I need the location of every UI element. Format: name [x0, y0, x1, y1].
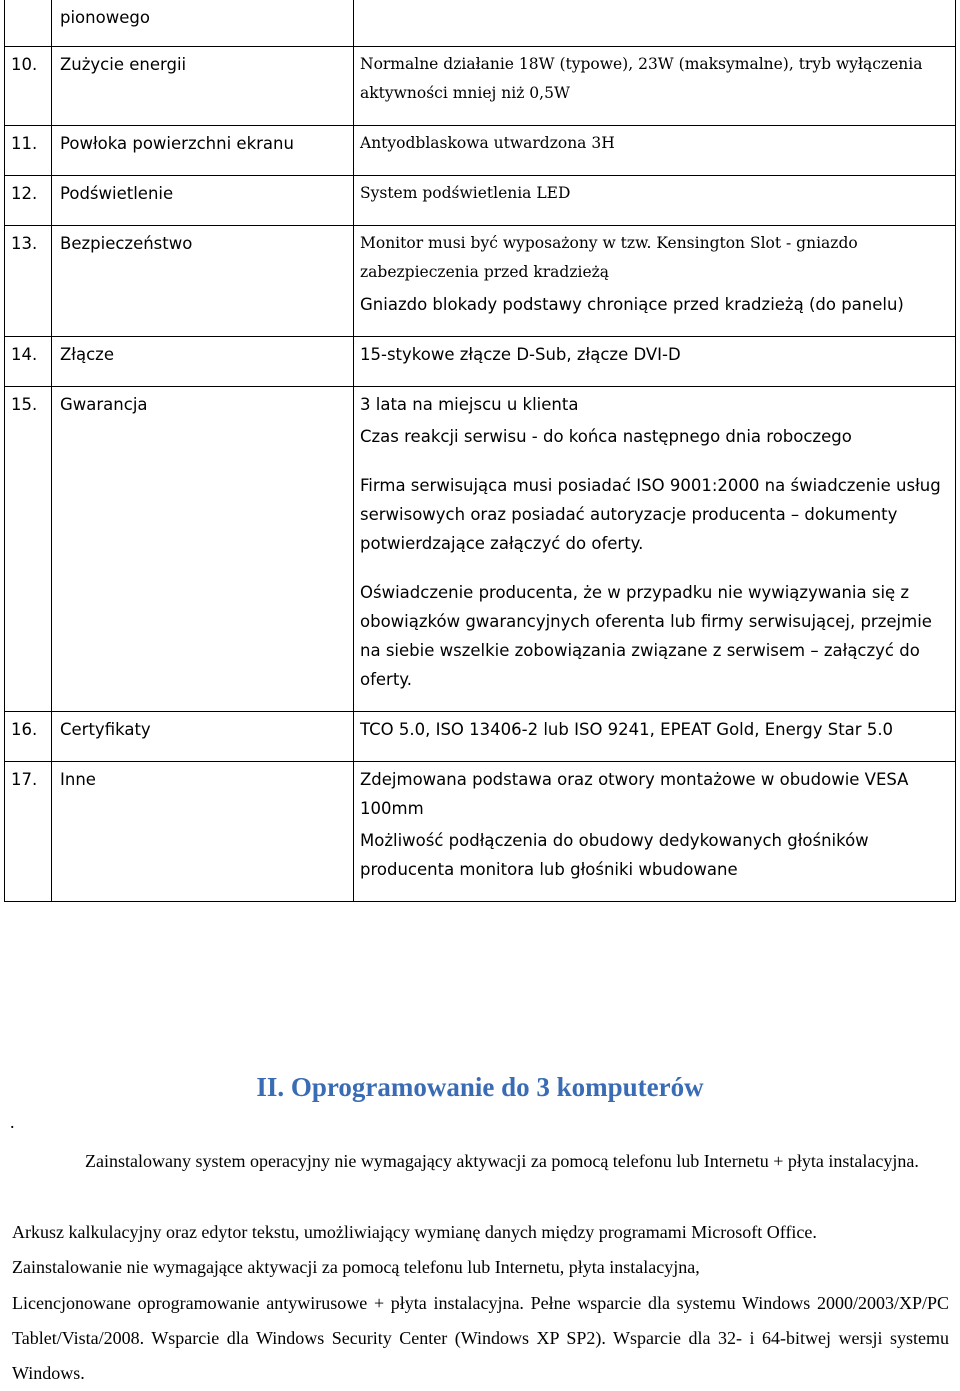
row-name: Certyfikaty: [52, 712, 354, 762]
paragraph-os: Zainstalowany system operacyjny nie wymagający aktywacji za pomocą telefonu lub Internetu + płyta instalacyjna.: [85, 1151, 919, 1171]
row-value: [354, 387, 956, 712]
row-number: 15.: [5, 387, 52, 712]
table-row: [5, 176, 956, 226]
value-text: Zdejmowana podstawa oraz otwory montażowe w obudowie VESA 100mm: [360, 770, 909, 818]
value-text: TCO 5.0, ISO 13406-2 lub ISO 9241, EPEAT Gold, Energy Star 5.0: [360, 720, 894, 739]
row-value: [354, 226, 956, 337]
table-row: [5, 337, 956, 387]
value-text: Oświadczenie producenta, że w przypadku nie wywiązywania się z obowiązków gwarancyjnych oferenta lub firmy serwisującej, przejmie na siebie wszelkie zobowiązania związane z serwisem – załączyć do oferty.: [360, 583, 932, 689]
row-value: [354, 712, 956, 762]
row-number: [5, 0, 52, 47]
row-number: 16.: [5, 712, 52, 762]
row-number: 13.: [5, 226, 52, 337]
value-text: System podświetlenia LED: [360, 184, 571, 202]
paragraph-install: [12, 1250, 949, 1285]
table-row: [5, 226, 956, 337]
table-row: [5, 126, 956, 176]
row-name: Inne: [52, 762, 354, 902]
value-text: Monitor musi być wyposażony w tzw. Kensington Slot - gniazdo zabezpieczenia przed kradzieżą: [360, 234, 858, 281]
section-title: II. Oprogramowanie do 3 komputerów: [256, 1072, 704, 1102]
row-name: Bezpieczeństwo: [52, 226, 354, 337]
row-number: 12.: [5, 176, 52, 226]
row-name: Gwarancja: [52, 387, 354, 712]
paragraph-antivirus: Licencjonowane oprogramowanie antywirusowe + płyta instalacyjna. Pełne wsparcie dla systemu Windows 2000/2003/XP/PC Tablet/Vista/2008. Wsparcie dla Windows Security Center (Windows XP SP2). Wsparcie dla 32- i 64-bitwej wersji systemu Windows.: [12, 1293, 949, 1383]
row-value: [354, 126, 956, 176]
value-text: Antyodblaskowa utwardzona 3H: [360, 134, 615, 152]
value-text: Firma serwisująca musi posiadać ISO 9001:2000 na świadczenie usług serwisowych oraz posiadać autoryzacje producenta – dokumenty potwierdzające załączyć do oferty.: [360, 476, 941, 553]
stray-dot: .: [10, 1112, 15, 1132]
row-number: 17.: [5, 762, 52, 902]
table-row: [5, 47, 956, 126]
row-number: 14.: [5, 337, 52, 387]
value-text: Czas reakcji serwisu - do końca następnego dnia roboczego: [360, 427, 852, 446]
value-text: 3 lata na miejscu u klienta: [360, 395, 579, 414]
continued-text: pionowego: [60, 8, 150, 27]
table-row: [5, 0, 956, 47]
value-text: Możliwość podłączenia do obudowy dedykowanych głośników producenta monitora lub głośniki wbudowane: [360, 831, 869, 879]
paragraph-office: Arkusz kalkulacyjny oraz edytor tekstu, umożliwiający wymianę danych między programami Microsoft Office.: [12, 1222, 817, 1242]
spec-table: [4, 0, 956, 902]
row-value: [354, 176, 956, 226]
row-value: [354, 47, 956, 126]
row-name: Złącze: [52, 337, 354, 387]
value-text: Normalne działanie 18W (typowe), 23W (maksymalne), tryb wyłączenia aktywności mniej niż 0,5W: [360, 55, 923, 102]
row-name: Powłoka powierzchni ekranu: [52, 126, 354, 176]
row-name: [52, 0, 354, 47]
underlined-comma: ,: [695, 1257, 700, 1277]
row-number: 10.: [5, 47, 52, 126]
value-text: Gniazdo blokady podstawy chroniące przed kradzieżą (do panelu): [360, 295, 904, 314]
paragraph-install-text: Zainstalowanie nie wymagające aktywacji za pomocą telefonu lub Internetu, płyta instalacyjna: [12, 1257, 696, 1277]
row-number: 11.: [5, 126, 52, 176]
table-row: [5, 387, 956, 712]
table-row: [5, 762, 956, 902]
row-value: [354, 337, 956, 387]
row-name: Zużycie energii: [52, 47, 354, 126]
table-row: [5, 712, 956, 762]
row-value: [354, 0, 956, 47]
value-text: 15-stykowe złącze D-Sub, złącze DVI-D: [360, 345, 681, 364]
row-value: [354, 762, 956, 902]
row-name: Podświetlenie: [52, 176, 354, 226]
